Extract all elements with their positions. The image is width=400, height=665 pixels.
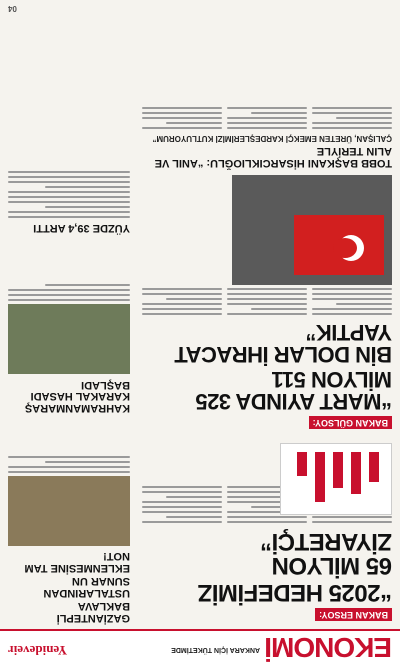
chart-bar — [297, 452, 307, 476]
story-kicker: BAKAN GÜLSOY: — [309, 416, 392, 429]
story-headline: “MART AYINDA 325 MİLYON 511 — [195, 367, 392, 414]
chart-bar — [333, 452, 343, 488]
harvest-photo — [8, 304, 130, 374]
ceremony-photo — [232, 175, 392, 285]
page-number: 04 — [8, 4, 17, 13]
newspaper-logo: Yenideveir — [8, 643, 68, 658]
story-tobb — [142, 104, 392, 170]
masthead-ticker: ANKARA İÇİN TÜKETİMDE — [171, 646, 260, 653]
article-body — [142, 285, 392, 318]
chart-bar — [369, 452, 379, 482]
story-yuzde — [8, 168, 130, 235]
article-body — [142, 104, 392, 132]
story-headline: 65 MİLYON ZİYARETÇİ” — [260, 528, 392, 579]
baklava-photo — [8, 476, 130, 546]
story-headline: EKLENMESİNE TAM NOT! — [24, 550, 130, 574]
story-subheadline: ÇALIŞAN, ÜRETEN EMEKÇİ KARDEŞLERİMİZİ KUTLUYORUM” — [152, 133, 392, 143]
story-headline: KAHRAMANMARAŞ KARAKAL HASADI BAŞLADI — [24, 378, 130, 414]
story-kicker: BAKAN ERSOY: — [315, 608, 392, 621]
story-gaziantep — [8, 453, 130, 625]
turkish-flag-icon — [294, 215, 384, 275]
story-headline: TOBB BAŞKANI HİSARCIKLIOĞLU: “ANIL VE ALIN TERİYLE — [154, 145, 392, 169]
story-headline: USTALARINDAN SUNAR UN — [43, 575, 130, 599]
masthead — [0, 629, 400, 665]
export-chart — [280, 443, 392, 515]
story-headline: BİN DOLAR İHRACAT YAPTIK” — [174, 320, 392, 367]
story-headline: “2025 HEDEFİMİZ — [198, 579, 392, 606]
story-headline: GAZİANTEPLİ BAKLAVA — [56, 600, 130, 624]
section-title: EKONOMİ — [265, 632, 392, 663]
story-export — [142, 285, 392, 433]
chart-bar — [351, 452, 361, 494]
story-headline: YÜZDE 39,4 ARTTI — [33, 222, 130, 234]
chart-bar — [315, 452, 325, 502]
story-kahramanmaras — [8, 281, 130, 415]
